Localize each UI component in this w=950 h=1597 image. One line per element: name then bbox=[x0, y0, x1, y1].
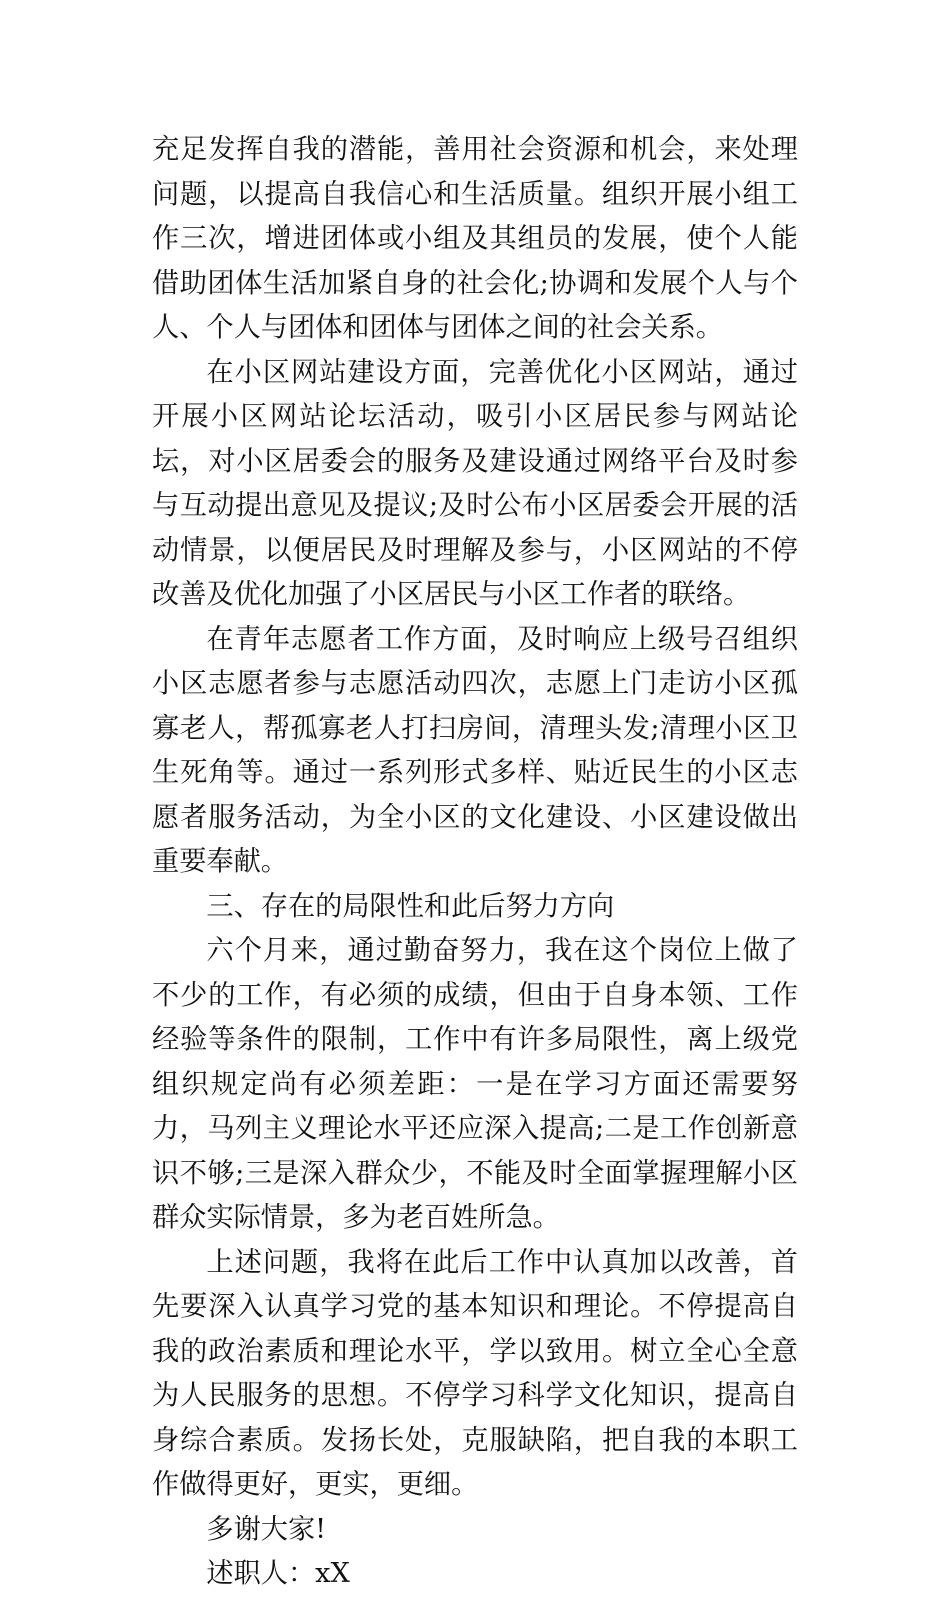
signature-line: 述职人：xX bbox=[206, 1558, 350, 1589]
paragraph-limitations: 六个月来，通过勤奋努力，我在这个岗位上做了不少的工作，有必须的成绩，但由于自身本领、工作经验等条件的限制，工作中有许多局限性，离上级党组织规定尚有必须差距：一是在学习方面还需要努力，马列主义理论水平还应深入提高;二是工作创新意识不够;三是深入群众少，不能及时全面掌握理解小区群众实际情景，多为老百姓所急。 bbox=[152, 935, 798, 1233]
paragraph-youth-volunteers: 在青年志愿者工作方面，及时响应上级号召组织小区志愿者参与志愿活动四次，志愿上门走访小区孤寡老人，帮孤寡老人打扫房间，清理头发;清理小区卫生死角等。通过一系列形式多样、贴近民生的小区志愿者服务活动，为全小区的文化建设、小区建设做出重要奉献。 bbox=[152, 623, 798, 877]
paragraph-community-website: 在小区网站建设方面，完善优化小区网站，通过开展小区网站论坛活动，吸引小区居民参与网站论坛，对小区居委会的服务及建设通过网络平台及时参与互动提出意见及提议;及时公布小区居委会开展的活动情景，以便居民及时理解及参与，小区网站的不停改善及优化加强了小区居民与小区工作者的联络。 bbox=[152, 356, 798, 610]
document-body bbox=[152, 128, 798, 1597]
section-heading-limitations: 三、存在的局限性和此后努力方向 bbox=[206, 890, 615, 922]
paragraph-improvements: 上述问题，我将在此后工作中认真加以改善，首先要深入认真学习党的基本知识和理论。不停提高自我的政治素质和理论水平，学以致用。树立全心全意为人民服务的思想。不停学习科学文化知识，提高自身综合素质。发扬长处，克服缺陷，把自我的本职工作做得更好，更实，更细。 bbox=[152, 1246, 798, 1500]
closing-thanks: 多谢大家! bbox=[206, 1513, 327, 1545]
paragraph-social-work: 充足发挥自我的潜能，善用社会资源和机会，来处理问题，以提高自我信心和生活质量。组织开展小组工作三次，增进团体或小组及其组员的发展，使个人能借助团体生活加紧自身的社会化;协调和发展个人与个人、个人与团体和团体与团体之间的社会关系。 bbox=[152, 134, 798, 343]
